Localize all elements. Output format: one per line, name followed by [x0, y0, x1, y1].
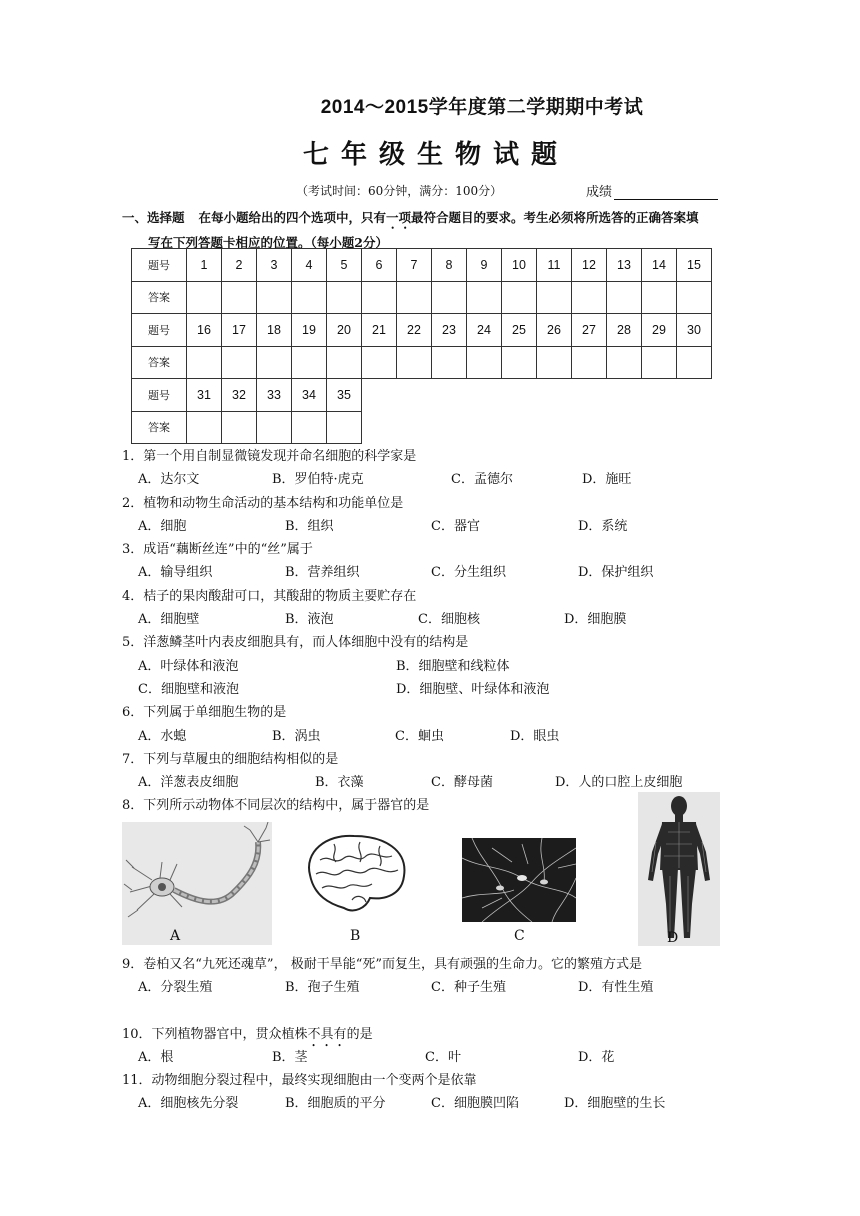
option-c[interactable]: C．酵母菌: [431, 775, 493, 791]
option-d[interactable]: D．眼虫: [510, 728, 560, 744]
option-a[interactable]: A．分裂生殖: [138, 980, 213, 996]
number-label: 题号: [132, 379, 187, 412]
question-number-cell: 9: [467, 249, 502, 282]
answer-cell[interactable]: [467, 346, 502, 379]
option-b[interactable]: B．细胞壁和线粒体: [396, 658, 510, 674]
question-4-options: [122, 608, 822, 631]
section-title: 一、选择题: [122, 210, 185, 225]
question-list-continued: [122, 953, 822, 1116]
question-number-cell: 10: [502, 249, 537, 282]
option-d[interactable]: D．有性生殖: [578, 980, 654, 996]
figure-d[interactable]: [638, 792, 720, 946]
option-d[interactable]: D．人的口腔上皮细胞: [555, 775, 683, 791]
question-number-cell: 21: [362, 314, 397, 347]
option-b[interactable]: B．组织: [285, 518, 334, 534]
answer-cell[interactable]: [187, 346, 222, 379]
question-6-stem: 6．下列属于单细胞生物的是: [122, 705, 287, 721]
question-number-cell: 31: [187, 379, 222, 412]
question-number-cell: 12: [572, 249, 607, 282]
option-d[interactable]: D．细胞壁的生长: [564, 1096, 666, 1112]
question-11-options: [122, 1092, 822, 1115]
option-c[interactable]: C．细胞壁和液泡: [138, 681, 239, 697]
answer-cell[interactable]: [537, 281, 572, 314]
answer-cell[interactable]: [642, 346, 677, 379]
number-label: 题号: [132, 249, 187, 282]
answer-cell[interactable]: [187, 281, 222, 314]
empty-cell: [537, 379, 572, 412]
answer-cell[interactable]: [292, 346, 327, 379]
option-c[interactable]: C．种子生殖: [431, 980, 506, 996]
answer-cell[interactable]: [292, 411, 327, 444]
answer-label: 答案: [132, 346, 187, 379]
empty-cell: [467, 379, 502, 412]
answer-cell[interactable]: [537, 346, 572, 379]
answer-number-row: [132, 249, 712, 282]
answer-cell[interactable]: [572, 281, 607, 314]
answer-cell[interactable]: [432, 346, 467, 379]
subject-title: 七年级生物试题: [302, 140, 569, 170]
question-2-options: [122, 515, 822, 538]
instruction-part-a: 在每小题给出的四个选项中，只有: [198, 210, 387, 225]
question-number-cell: 11: [537, 249, 572, 282]
answer-cell[interactable]: [222, 411, 257, 444]
answer-cell[interactable]: [222, 346, 257, 379]
empty-cell: [677, 411, 712, 444]
answer-cell[interactable]: [362, 346, 397, 379]
option-c[interactable]: C．细胞膜凹陷: [431, 1096, 519, 1112]
option-d[interactable]: D．系统: [578, 518, 628, 534]
answer-number-row: [132, 314, 712, 347]
question-number-cell: 3: [257, 249, 292, 282]
empty-cell: [572, 411, 607, 444]
empty-cell: [502, 411, 537, 444]
figure-a-label: A: [170, 928, 181, 944]
answer-cell[interactable]: [327, 281, 362, 314]
empty-cell: [362, 411, 397, 444]
question-number-cell: 19: [292, 314, 327, 347]
option-a[interactable]: A．叶绿体和液泡: [138, 658, 239, 674]
option-d[interactable]: D．细胞膜: [564, 612, 627, 628]
answer-cell[interactable]: [502, 346, 537, 379]
answer-input-row: [132, 281, 712, 314]
option-b[interactable]: B．涡虫: [272, 728, 321, 744]
answer-cell[interactable]: [222, 281, 257, 314]
empty-cell: [397, 411, 432, 444]
option-c[interactable]: C．孟德尔: [451, 472, 513, 488]
option-d[interactable]: D．施旺: [582, 472, 632, 488]
question-5-options-row1: [122, 655, 822, 678]
question-3-stem: 3．成语“藕断丝连”中的“丝”属于: [122, 542, 313, 558]
empty-cell: [432, 379, 467, 412]
question-number-cell: 5: [327, 249, 362, 282]
exam-title: 2014～2015学年度第二学期期中考试: [320, 97, 644, 118]
question-number-cell: 35: [327, 379, 362, 412]
question-number-cell: 20: [327, 314, 362, 347]
answer-input-row: [132, 411, 712, 444]
brain-image: [300, 830, 412, 920]
answer-cell[interactable]: [327, 411, 362, 444]
option-b[interactable]: B．孢子生殖: [285, 980, 360, 996]
empty-cell: [467, 411, 502, 444]
option-b[interactable]: B．细胞质的平分: [285, 1096, 386, 1112]
figure-a[interactable]: [122, 822, 272, 945]
question-number-cell: 18: [257, 314, 292, 347]
answer-cell[interactable]: [397, 281, 432, 314]
question-number-cell: 13: [607, 249, 642, 282]
option-b[interactable]: B．衣藻: [315, 775, 364, 791]
option-a[interactable]: A．细胞壁: [138, 612, 200, 628]
question-10-stem-b: 的是: [346, 1026, 373, 1042]
option-c[interactable]: C．叶: [425, 1049, 461, 1065]
question-number-cell: 6: [362, 249, 397, 282]
question-7-stem: 7．下列与草履虫的细胞结构相似的是: [122, 751, 339, 767]
question-number-cell: 14: [642, 249, 677, 282]
score-field: [586, 181, 718, 200]
option-c[interactable]: C．分生组织: [431, 565, 506, 581]
empty-cell: [642, 379, 677, 412]
section-instructions: [122, 207, 827, 253]
neuron-image: [122, 822, 272, 945]
answer-cell[interactable]: [257, 411, 292, 444]
question-number-cell: 2: [222, 249, 257, 282]
answer-cell[interactable]: [607, 281, 642, 314]
instruction-part-b: 最符合题目的要求。考生必须将所选答的正确答案填: [411, 210, 699, 225]
question-8-figures: [122, 792, 722, 952]
question-3-options: [122, 561, 822, 584]
option-c[interactable]: C．器官: [431, 518, 480, 534]
empty-cell: [537, 411, 572, 444]
question-4-stem: 4．桔子的果肉酸甜可口，其酸甜的物质主要贮存在: [122, 588, 417, 604]
question-number-cell: 23: [432, 314, 467, 347]
option-a[interactable]: A．达尔文: [138, 472, 200, 488]
question-1-options: [122, 468, 822, 491]
answer-cell[interactable]: [397, 346, 432, 379]
figure-b-label: B: [350, 928, 361, 944]
question-10-emphasis: 不具有: [307, 1026, 347, 1042]
answer-cell[interactable]: [187, 411, 222, 444]
option-b[interactable]: B．茎: [272, 1049, 308, 1065]
empty-cell: [397, 379, 432, 412]
question-number-cell: 30: [677, 314, 712, 347]
option-d[interactable]: D．保护组织: [578, 565, 654, 581]
empty-cell: [502, 379, 537, 412]
empty-cell: [572, 379, 607, 412]
instruction-emphasis: 一项: [386, 210, 412, 225]
answer-cell[interactable]: [362, 281, 397, 314]
option-a[interactable]: A．根: [138, 1049, 174, 1065]
question-list: [122, 445, 822, 818]
blank-line: [122, 1000, 822, 1023]
question-number-cell: 28: [607, 314, 642, 347]
question-10-stem: [122, 1023, 822, 1046]
answer-number-row: [132, 379, 712, 412]
answer-cell[interactable]: [327, 346, 362, 379]
empty-cell: [432, 411, 467, 444]
empty-cell: [607, 379, 642, 412]
answer-input-row: [132, 346, 712, 379]
question-number-cell: 24: [467, 314, 502, 347]
option-a[interactable]: A．水螅: [138, 728, 187, 744]
question-10-options: [122, 1046, 822, 1069]
question-number-cell: 17: [222, 314, 257, 347]
answer-cell[interactable]: [257, 346, 292, 379]
option-c[interactable]: C．细胞核: [418, 612, 480, 628]
question-1-stem: 1．第一个用自制显微镜发现并命名细胞的科学家是: [122, 449, 417, 464]
answer-sheet-table: [131, 248, 712, 444]
question-number-cell: 25: [502, 314, 537, 347]
question-number-cell: 15: [677, 249, 712, 282]
question-11-stem: 11．动物细胞分裂过程中，最终实现细胞由一个变两个是依靠: [122, 1073, 477, 1089]
option-d[interactable]: D．细胞壁、叶绿体和液泡: [396, 681, 550, 697]
exam-info: （考试时间：60分钟，满分：100分）: [296, 184, 503, 198]
empty-cell: [677, 379, 712, 412]
question-number-cell: 33: [257, 379, 292, 412]
empty-cell: [642, 411, 677, 444]
question-5-stem: 5．洋葱鳞茎叶内表皮细胞具有，而人体细胞中没有的结构是: [122, 635, 469, 651]
question-number-cell: 7: [397, 249, 432, 282]
nerve-tissue-image: [462, 838, 576, 922]
question-number-cell: 1: [187, 249, 222, 282]
question-number-cell: 8: [432, 249, 467, 282]
answer-cell[interactable]: [502, 281, 537, 314]
option-b[interactable]: B．罗伯特·虎克: [272, 472, 364, 488]
answer-cell[interactable]: [642, 281, 677, 314]
empty-cell: [362, 379, 397, 412]
answer-cell[interactable]: [677, 281, 712, 314]
question-5-options-row2: [122, 678, 822, 701]
answer-cell[interactable]: [607, 346, 642, 379]
instruction-line-2: 写在下列答题卡相应的位置。（每小题2分）: [148, 235, 388, 250]
option-d[interactable]: D．花: [578, 1049, 615, 1065]
answer-cell[interactable]: [572, 346, 607, 379]
answer-label: 答案: [132, 281, 187, 314]
question-number-cell: 32: [222, 379, 257, 412]
option-b[interactable]: B．营养组织: [285, 565, 360, 581]
question-10-stem-a: 10．下列植物器官中，贯众植株: [122, 1026, 308, 1042]
figure-d-label: D: [667, 930, 679, 946]
question-number-cell: 22: [397, 314, 432, 347]
answer-cell[interactable]: [292, 281, 327, 314]
empty-cell: [607, 411, 642, 444]
question-8-stem: 8．下列所示动物体不同层次的结构中，属于器官的是: [122, 798, 430, 814]
answer-cell[interactable]: [432, 281, 467, 314]
nervous-system-image: [638, 792, 720, 946]
question-number-cell: 34: [292, 379, 327, 412]
figure-b[interactable]: [300, 830, 412, 944]
score-label: 成绩: [586, 185, 613, 200]
option-b[interactable]: B．液泡: [285, 612, 334, 628]
question-number-cell: 16: [187, 314, 222, 347]
question-9-options: [122, 976, 822, 999]
option-a[interactable]: A．输导组织: [138, 565, 213, 581]
score-blank-line[interactable]: [614, 185, 718, 200]
figure-c-label: C: [514, 928, 525, 944]
option-a[interactable]: A．细胞核先分裂: [138, 1096, 239, 1112]
question-number-cell: 27: [572, 314, 607, 347]
figure-c[interactable]: [462, 838, 576, 944]
option-a[interactable]: A．洋葱表皮细胞: [138, 775, 239, 791]
answer-label: 答案: [132, 411, 187, 444]
option-c[interactable]: C．蛔虫: [395, 728, 444, 744]
number-label: 题号: [132, 314, 187, 347]
question-7-options: [122, 771, 822, 794]
answer-cell[interactable]: [677, 346, 712, 379]
question-number-cell: 29: [642, 314, 677, 347]
answer-cell[interactable]: [467, 281, 502, 314]
question-6-options: [122, 725, 822, 748]
question-2-stem: 2．植物和动物生命活动的基本结构和功能单位是: [122, 495, 404, 511]
question-number-cell: 4: [292, 249, 327, 282]
answer-cell[interactable]: [257, 281, 292, 314]
option-a[interactable]: A．细胞: [138, 518, 187, 534]
question-9-stem: 9．卷柏又名“九死还魂草”， 极耐干旱能“死”而复生，具有顽强的生命力。它的繁殖方式是: [122, 957, 642, 972]
question-number-cell: 26: [537, 314, 572, 347]
